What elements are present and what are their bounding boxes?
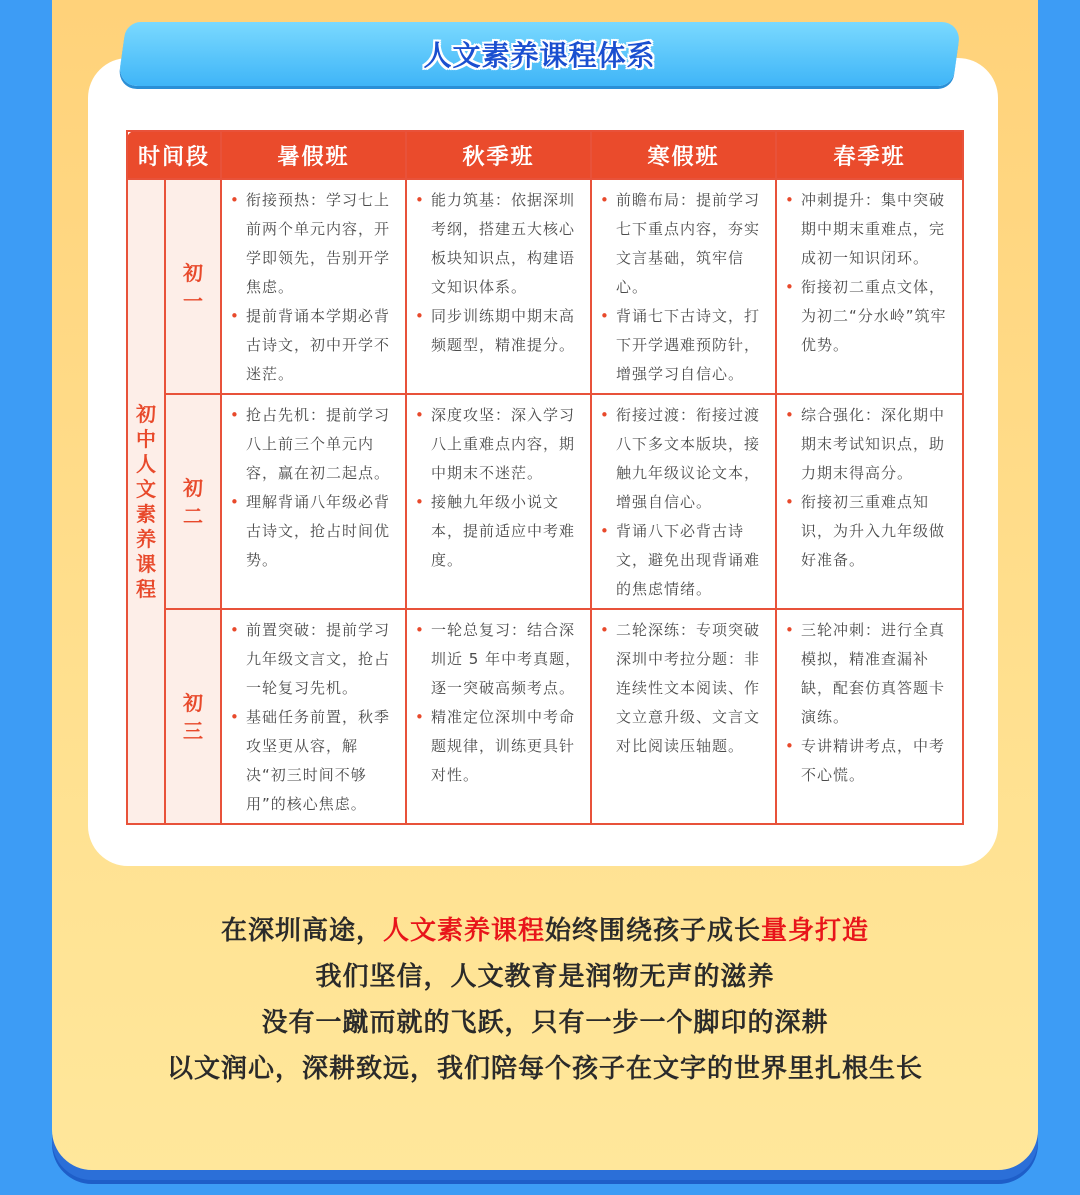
- points-list: [785, 401, 954, 575]
- list-item: • 衔接初三重难点知识，为升入九年级做好准备。: [785, 488, 954, 575]
- list-item: • 提前背诵本学期必背古诗文，初中开学不迷茫。: [230, 302, 397, 389]
- grade-label-char: 一: [183, 288, 203, 313]
- list-item: • 精准定位深圳中考命题规律，训练更具针对性。: [415, 703, 582, 790]
- table-cell: [776, 179, 963, 394]
- list-item: • 理解背诵八年级必背古诗文，抢占时间优势。: [230, 488, 397, 575]
- group-label-char: 文: [136, 476, 156, 501]
- table-cell: [406, 179, 591, 394]
- closing-text: 在深圳高途，: [220, 916, 383, 946]
- list-item: • 能力筑基：依据深圳考纲，搭建五大核心板块知识点，构建语文知识体系。: [415, 186, 582, 302]
- group-label-char: 课: [136, 551, 156, 576]
- list-item: • 衔接预热：学习七上前两个单元内容，开学即领先，告别开学焦虑。: [230, 186, 397, 302]
- table-cell: [221, 179, 406, 394]
- table-cell: [591, 179, 776, 394]
- header-autumn: 秋季班: [406, 131, 591, 179]
- points-list: [785, 186, 954, 360]
- table-cell: [776, 394, 963, 609]
- header-winter: 寒假班: [591, 131, 776, 179]
- points-list: [415, 186, 582, 360]
- points-list: [230, 616, 397, 819]
- points-list: [230, 401, 397, 575]
- header-spring: 春季班: [776, 131, 963, 179]
- grade-label-char: 初: [183, 690, 203, 715]
- grade-label-char: 初: [183, 260, 203, 285]
- closing-line-2: 我们坚信，人文教育是润物无声的滋养: [315, 962, 775, 992]
- list-item: • 三轮冲刺：进行全真模拟，精准查漏补缺，配套仿真答题卡演练。: [785, 616, 954, 732]
- closing-line-1: [52, 908, 1038, 954]
- grade-label: [165, 609, 221, 824]
- group-label-text: [128, 402, 164, 602]
- list-item: • 背诵七下古诗文，打下开学遇难预防针，增强学习自信心。: [600, 302, 767, 389]
- list-item: • 冲刺提升：集中突破期中期末重难点，完成初一知识闭环。: [785, 186, 954, 273]
- page-title: 人文素养课程体系: [423, 39, 656, 72]
- table-cell: [591, 609, 776, 824]
- highlight-course-name: 人文素养课程: [382, 916, 545, 946]
- list-item: • 衔接初二重点文体，为初二“分水岭”筑牢优势。: [785, 273, 954, 360]
- list-item: • 衔接过渡：衔接过渡八下多文本版块，接触九年级议论文本，增强自信心。: [600, 401, 767, 517]
- list-item: • 综合强化：深化期中期末考试知识点，助力期末得高分。: [785, 401, 954, 488]
- course-table: [126, 130, 964, 825]
- grade-label-char: 初: [183, 475, 203, 500]
- grade-label: [165, 179, 221, 394]
- header-summer: 暑假班: [221, 131, 406, 179]
- points-list: [600, 186, 767, 389]
- group-label-char: 素: [136, 501, 156, 526]
- grade-label-char: 三: [183, 718, 203, 743]
- points-list: [785, 616, 954, 790]
- grade-label: [165, 394, 221, 609]
- points-list: [230, 186, 397, 389]
- list-item: • 基础任务前置，秋季攻坚更从容，解决“初三时间不够用”的核心焦虑。: [230, 703, 397, 819]
- grade-text: [166, 689, 220, 745]
- group-label-char: 人: [136, 451, 156, 476]
- closing-line-4: 以文润心，深耕致远，我们陪每个孩子在文字的世界里扎根生长: [166, 1054, 923, 1084]
- points-list: [415, 401, 582, 575]
- points-list: [600, 401, 767, 604]
- table-row: [127, 179, 963, 394]
- list-item: • 接触九年级小说文本，提前适应中考难度。: [415, 488, 582, 575]
- table-cell: [221, 394, 406, 609]
- table-cell: [406, 609, 591, 824]
- group-label-char: 养: [136, 526, 156, 551]
- list-item: • 背诵八下必背古诗文，避免出现背诵难的焦虑情绪。: [600, 517, 767, 604]
- closing-statement: [52, 908, 1038, 1092]
- points-list: [600, 616, 767, 761]
- grade-text: [166, 474, 220, 530]
- group-label: [127, 179, 165, 824]
- list-item: • 深度攻坚：深入学习八上重难点内容，期中期末不迷茫。: [415, 401, 582, 488]
- list-item: • 二轮深练：专项突破深圳中考拉分题：非连续性文本阅读、作文立意升级、文言文对比阅读压轴题。: [600, 616, 767, 761]
- group-label-char: 中: [136, 426, 156, 451]
- group-label-char: 程: [136, 576, 156, 601]
- table-cell: [591, 394, 776, 609]
- table-cell: [221, 609, 406, 824]
- table-row: [127, 609, 963, 824]
- grade-label-char: 二: [183, 503, 203, 528]
- table-row: [127, 394, 963, 609]
- table-cell: [776, 609, 963, 824]
- grade-text: [166, 259, 220, 315]
- list-item: • 抢占先机：提前学习八上前三个单元内容，赢在初二起点。: [230, 401, 397, 488]
- closing-text: 始终围绕孩子成长: [545, 916, 762, 946]
- list-item: • 同步训练期中期末高频题型，精准提分。: [415, 302, 582, 360]
- closing-line-3: 没有一蹴而就的飞跃，只有一步一个脚印的深耕: [261, 1008, 829, 1038]
- list-item: • 前瞻布局：提前学习七下重点内容，夯实文言基础，筑牢信心。: [600, 186, 767, 302]
- list-item: • 前置突破：提前学习九年级文言文，抢占一轮复习先机。: [230, 616, 397, 703]
- points-list: [415, 616, 582, 790]
- table-cell: [406, 394, 591, 609]
- list-item: • 一轮总复习：结合深圳近 5 年中考真题，逐一突破高频考点。: [415, 616, 582, 703]
- list-item: • 专讲精讲考点，中考不心慌。: [785, 732, 954, 790]
- highlight-tailored: 量身打造: [761, 916, 870, 946]
- header-time-period: 时间段: [127, 131, 221, 179]
- table-header-row: [127, 131, 963, 179]
- group-label-char: 初: [136, 401, 156, 426]
